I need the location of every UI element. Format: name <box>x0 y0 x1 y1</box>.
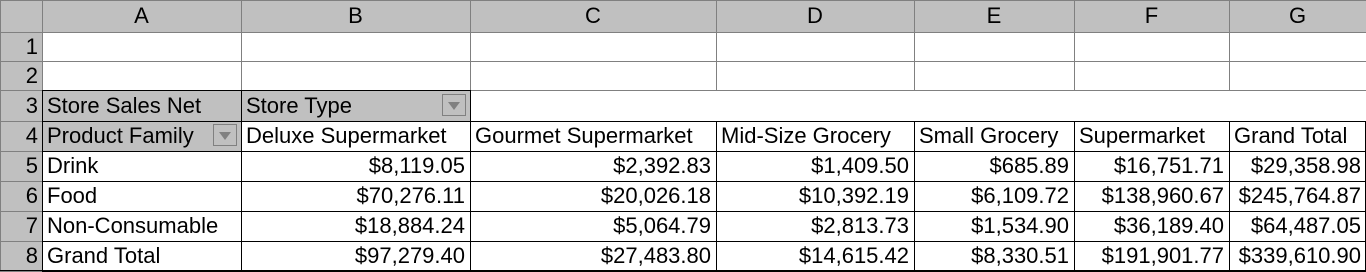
pivot-value-cell[interactable]: $2,392.83 <box>613 153 711 178</box>
grid-line <box>241 90 242 271</box>
grid-line <box>0 181 42 182</box>
grid-line <box>1074 121 1075 271</box>
pivot-column-header[interactable]: Deluxe Supermarket <box>246 123 447 148</box>
row-header-1[interactable]: 1 <box>0 32 42 61</box>
pivot-value-cell[interactable]: $64,487.05 <box>1250 213 1361 238</box>
pivot-column-header[interactable]: Grand Total <box>1234 123 1348 148</box>
pivot-value-cell[interactable]: $97,279.40 <box>354 243 465 268</box>
grid-line <box>241 0 242 90</box>
grid-line <box>1229 121 1230 271</box>
grid-line <box>0 121 42 122</box>
pivot-row-label[interactable]: Drink <box>47 153 99 178</box>
row-header-6[interactable]: 6 <box>0 181 42 211</box>
grid-line <box>1229 0 1230 90</box>
pivot-value-cell[interactable]: $10,392.19 <box>798 183 909 208</box>
row-header-2[interactable]: 2 <box>0 61 42 90</box>
grid-line <box>1074 0 1075 90</box>
grid-line <box>42 90 43 271</box>
pivot-row-label[interactable]: Food <box>47 183 98 208</box>
pivot-value-cell[interactable]: $36,189.40 <box>1113 213 1224 238</box>
pivot-value-cell[interactable]: $138,960.67 <box>1101 183 1224 208</box>
grid-line <box>470 0 471 90</box>
column-header-b[interactable]: B <box>241 0 470 32</box>
grid-line <box>0 32 1366 33</box>
grid-line <box>716 0 717 90</box>
pivot-value-cell[interactable]: $6,109.72 <box>971 183 1069 208</box>
pivot-value-cell[interactable]: $1,534.90 <box>971 213 1069 238</box>
pivot-value-cell[interactable]: $5,064.79 <box>613 213 711 238</box>
pivot-value-cell[interactable]: $27,483.80 <box>600 243 711 268</box>
pivot-value-cell[interactable]: $191,901.77 <box>1101 243 1224 268</box>
pivot-value-cell[interactable]: $14,615.42 <box>798 243 909 268</box>
pivot-value-cell[interactable]: $685.89 <box>989 153 1069 178</box>
pivot-value-cell[interactable]: $245,764.87 <box>1238 183 1361 208</box>
column-header-e[interactable]: E <box>914 0 1074 32</box>
pivot-column-header[interactable]: Mid-Size Grocery <box>721 123 891 148</box>
grid-line <box>42 90 470 91</box>
pivot-row-label[interactable]: Grand Total <box>47 243 161 268</box>
cell-g2[interactable] <box>1229 61 1366 90</box>
column-header-c[interactable]: C <box>470 0 716 32</box>
column-header-d[interactable]: D <box>716 0 914 32</box>
store-type-filter-dropdown-icon[interactable] <box>442 94 466 116</box>
pivot-value-cell[interactable]: $339,610.90 <box>1238 243 1361 268</box>
cell-e2[interactable] <box>914 61 1074 90</box>
cell-c3-g3[interactable] <box>470 90 1366 121</box>
pivot-value-cell[interactable]: $70,276.11 <box>356 183 465 208</box>
grid-line <box>0 211 42 212</box>
grid-line <box>0 61 1366 62</box>
column-header-f[interactable]: F <box>1074 0 1229 32</box>
row-header-4[interactable]: 4 <box>0 121 42 151</box>
row-header-3[interactable]: 3 <box>0 90 42 121</box>
cell-a1[interactable] <box>42 32 241 61</box>
grid-line <box>470 90 471 271</box>
row-field-button[interactable]: Product Family <box>42 121 241 151</box>
pivot-column-header[interactable]: Gourmet Supermarket <box>475 123 693 148</box>
grid-line <box>0 151 42 152</box>
column-header-g[interactable]: G <box>1229 0 1366 32</box>
grid-line <box>0 0 1366 1</box>
cell-d2[interactable] <box>716 61 914 90</box>
grid-line <box>914 0 915 90</box>
cell-c2[interactable] <box>470 61 716 90</box>
cell-e1[interactable] <box>914 32 1074 61</box>
product-family-filter-dropdown-icon[interactable] <box>213 124 237 146</box>
grid-line <box>716 121 717 271</box>
data-field-label[interactable]: Store Sales Net <box>42 90 241 121</box>
cell-f2[interactable] <box>1074 61 1229 90</box>
grid-line <box>914 121 915 271</box>
row-header-5[interactable]: 5 <box>0 151 42 181</box>
cell-b2[interactable] <box>241 61 470 90</box>
grid-line <box>0 0 1 271</box>
cell-g1[interactable] <box>1229 32 1366 61</box>
pivot-value-cell[interactable]: $1,409.50 <box>811 153 909 178</box>
pivot-row-label[interactable]: Non-Consumable <box>47 213 219 238</box>
pivot-column-header[interactable]: Supermarket <box>1079 123 1205 148</box>
cell-b1[interactable] <box>241 32 470 61</box>
cell-d1[interactable] <box>716 32 914 61</box>
pivot-value-cell[interactable]: $8,330.51 <box>971 243 1069 268</box>
cell-a2[interactable] <box>42 61 241 90</box>
pivot-value-cell[interactable]: $16,751.71 <box>1113 153 1224 178</box>
column-header-a[interactable]: A <box>42 0 241 32</box>
pivot-value-cell[interactable]: $2,813.73 <box>811 213 909 238</box>
pivot-value-cell[interactable]: $20,026.18 <box>600 183 711 208</box>
pivot-value-cell[interactable]: $29,358.98 <box>1250 153 1361 178</box>
column-field-button[interactable]: Store Type <box>241 90 470 121</box>
pivot-value-cell[interactable]: $8,119.05 <box>368 153 465 178</box>
cell-f1[interactable] <box>1074 32 1229 61</box>
pivot-column-header[interactable]: Small Grocery <box>919 123 1059 148</box>
select-all-corner[interactable] <box>0 0 42 32</box>
pivot-value-cell[interactable]: $18,884.24 <box>354 213 465 238</box>
row-header-7[interactable]: 7 <box>0 211 42 241</box>
row-header-8[interactable]: 8 <box>0 241 42 271</box>
grid-line <box>0 241 42 242</box>
cell-c1[interactable] <box>470 32 716 61</box>
